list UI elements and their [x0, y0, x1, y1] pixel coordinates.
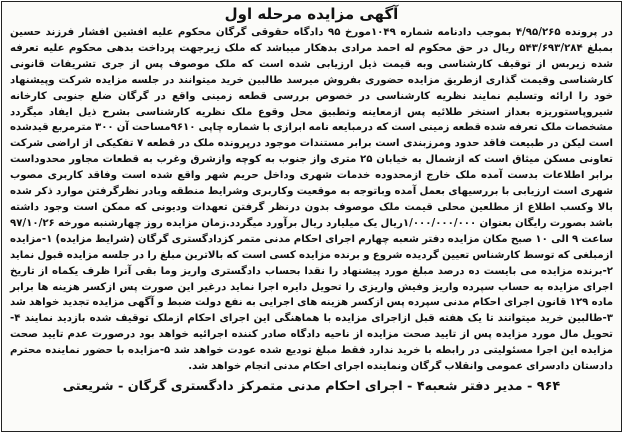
notice-title: آگهی مزایده مرحله اول: [224, 5, 399, 23]
notice-footer-signature: ۹۶۴ - مدیر دفتر شعبه۴ - اجرای احکام مدنی متمرکز دادگستری گرگان - شریعتی: [62, 378, 561, 394]
auction-notice: [1, 1, 622, 432]
notice-paragraph: در پرونده ۴/۹۵/۲۶۵ بموجب دادنامه شماره ۱۰۴۹مورخ ۹۵ دادگاه حقوقی گرگان محکوم علیه افشین افشار فرزند حسین بمبلغ ۵۴۳/۶۹۳/۲۸۴ ریال در حق محکوم له احمد مرادی بدهکار میباشد که ملک زیرجهت پرداخت بدهی محکوم علیه تعرفه شده زیربس از توقیف کارشناسی وبه قیمت ذیل ارزیابی شده است که ملک موصوف پس از جری تشریفات قانونی کارشناسی وقیمت گذاری ازطریق مزایده حضوری بفروش میرسد طالبین خرید میتوانند در جلسه مزایده شرکت وپیشنهاد خود را ارائه وتسلیم نمایند نظریه کارشناسی در خصوص بررسی قطعه زمینی واقع در گرگان ضلع جنوبی کارخانه شیروپاستوریزه بعداز استخر طلائیه پس ازمعاینه وتطبیق محل وقوع ملک نظریه کارشناسی بشرح ذیل ایفاد میگردد مشخصات ملک تعرفه شده قطعه زمینی است که درمبایعه نامه ابرازی با شماره چاپی ۹۶۱۰مساحت آن ۳۰۰ مترمربع قیدشده است لیکن در طبیعت فاقد حدود ومرزبندی است برابر مستندات موجود درپرونده ملک در قطعه ۷ تفکیکی از اراضی شرکت تعاونی مسکن میثاق است که ازشمال به خیابان ۲۵ متری واز جنوب به کوچه وازشرق وغرب به قطعات مجاور محدوداست برابر اطلاعات بدست آمده ملک خارج ازمحدوده خدمات شهری وداخل حریم شهر واقع شده است وفاقد کاربری مصوب شهری است ارزیابی با بررسیهای بعمل آمده وباتوجه به موقعیت وکاربری وشرایط منطقه وبادر نظرگرفتن موارد ذکر شده بالا وکسب اطلاع از مطلعین محلی قیمت ملک موصوف بدون درنظر گرفتن تعهدات ودیونی که ممکن است وجود داشته باشد بصورت رایگان بعنوان ۱/۰۰۰/۰۰۰/۰۰۰ریال یک میلیارد ریال برآورد میگردد.زمان مزایده روز چهارشنبه مورخه ۹۷/۱۰/۲۶ ساعت ۹ الی ۱۰ صبح مکان مزایده دفتر شعبه چهارم اجرای احکام مدنی متمر کزدادگستری گرگان (شرایط مزایده) ۱-مزایده ازمبلغی که توسط کارشناس تعیین گردیده شروع و برنده مزایده کسی است که بالاترین مبلغ را در جلسه مزایده قبول نماید ۲-برنده مزایده می بایست ده درصد مبلغ مورد پیشنهاد را نقدا بحساب دادگستری واریز وما بقی آنرا ظرف یکماه از تاریخ اجرای مزایده به حساب سپرده واریز وفیش واریزی را تحویل دایره اجرا نماید درغیر این صورت پس ازکسر هزینه ها برابر ماده ۱۲۹ قانون اجرای احکام مدنی سپرده پس ازکسر هزینه های اجرایی به نفع دولت ضبط و آگهی مزایده تجدید خواهد شد ۳-طالبین خرید میتوانند تا یک هفته قبل ازاجرای مزایده با هماهنگی این اجرای احکام ازملک توقیف شده بازدید نمایند ۴-تحویل مال مورد مزایده پس از تایید صحت مزایده از ناحیه دادگاه صادر کننده اجرائیه خواهد بود درصورت عدم تایید صحت مزایده این اجرا مسئولیتی در رابطه با خرید ندارد فقط مبلغ تودیع شده عودت خواهد شد ۵-مزایده با حضور نماینده محترم دادستان دادسرای عمومی وانقلاب گرگان ونماینده اجرای احکام مدنی انجام خواهد شد.: [10, 27, 614, 373]
notice-body: [2, 25, 621, 375]
